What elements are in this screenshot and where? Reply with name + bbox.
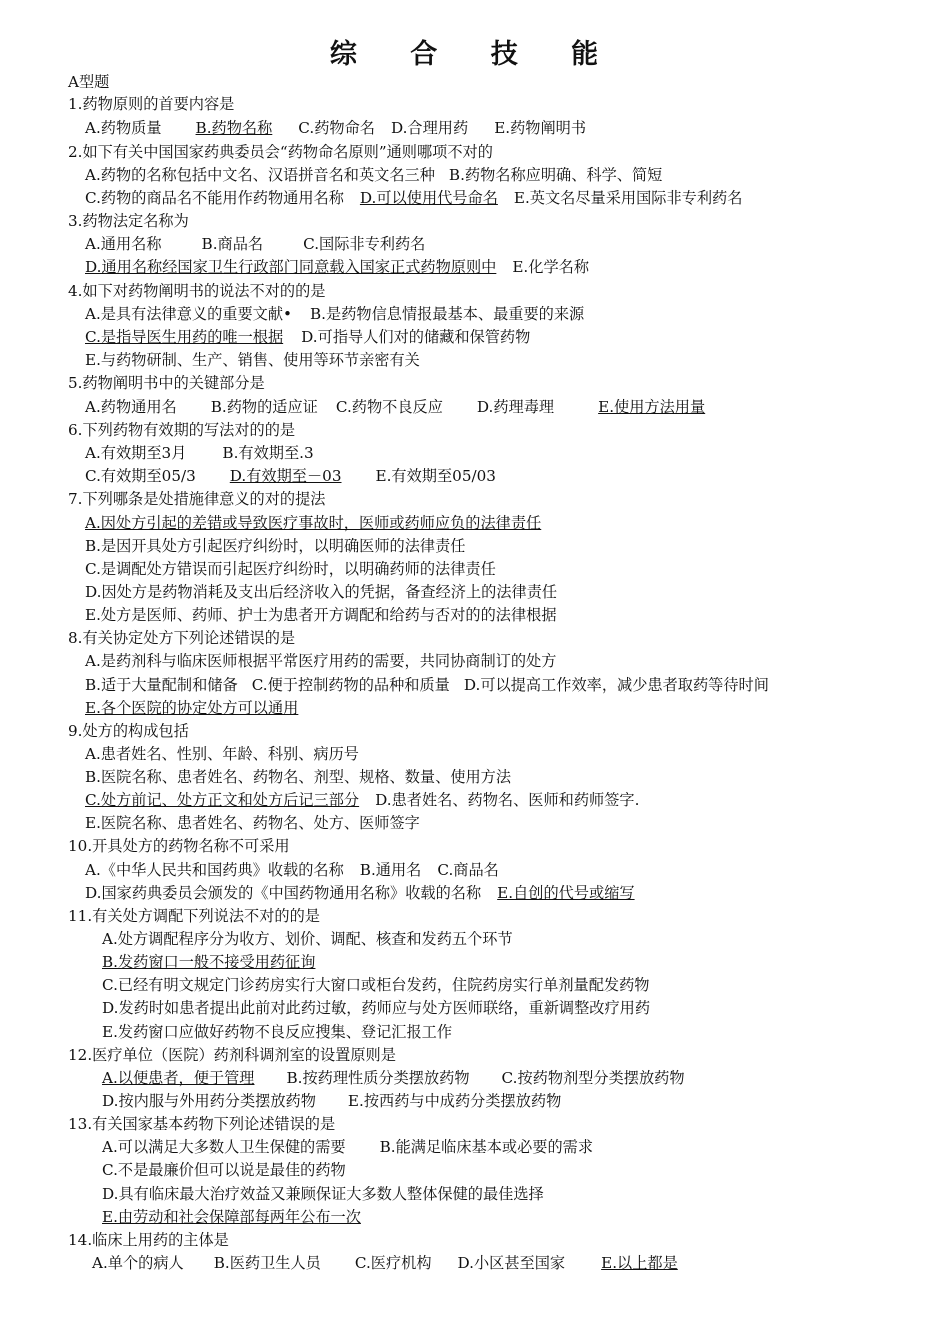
answer-option-underlined: E.以上都是 xyxy=(601,1254,678,1272)
answer-option: B.药物的适应证 xyxy=(210,398,318,416)
answer-option-underlined: E.各个医院的协定处方可以通用 xyxy=(85,699,299,717)
question-text: 1.药物原则的首要内容是 xyxy=(68,95,235,113)
answer-option: A.是药剂科与临床医师根据平常医疗用药的需要，共同协商制订的处方 xyxy=(85,652,557,670)
answer-option: C.不是最廉价但可以说是最佳的药物 xyxy=(102,1161,346,1179)
answer-option: B.医院名称、患者姓名、药物名、剂型、规格、数量、使用方法 xyxy=(85,768,512,786)
answer-option: A.《中华人民共和国药典》收载的名称 xyxy=(85,861,344,879)
option-line xyxy=(85,513,541,533)
answer-option-underlined: D.可以使用代号命名 xyxy=(359,189,498,207)
option-line xyxy=(102,975,649,995)
question-text: 8.有关协定处方下列论述错误的是 xyxy=(68,629,296,647)
answer-option: B.是药物信息情报最基本、最重要的来源 xyxy=(310,305,585,323)
answer-option: D.小区甚至国家 xyxy=(457,1254,566,1272)
answer-option: C.按药物剂型分类摆放药物 xyxy=(501,1069,685,1087)
question-text: 5.药物阐明书中的关键部分是 xyxy=(68,374,265,392)
option-line xyxy=(85,257,589,277)
option-line xyxy=(85,651,556,671)
answer-option: A.是具有法律意义的重要文献• xyxy=(85,305,293,323)
answer-option: D.可以提高工作效率，减少患者取药等待时间 xyxy=(463,676,769,694)
answer-option: D.药理毒理 xyxy=(476,398,555,416)
option-line xyxy=(85,466,496,486)
answer-option: D.按内服与外用药分类摆放药物 xyxy=(102,1092,316,1110)
answer-option: C.医疗机构 xyxy=(354,1254,432,1272)
question-text: 2.如下有关中国国家药典委员会“药物命名原则”通则哪项不对的 xyxy=(68,143,493,161)
answer-option: D.患者姓名、药物名、医师和药师签字. xyxy=(375,791,640,809)
option-line xyxy=(85,582,557,602)
option-line xyxy=(85,698,298,718)
answer-option: E.按西药与中成药分类摆放药物 xyxy=(347,1092,562,1110)
answer-option: A.药物质量 xyxy=(85,119,162,137)
question-stem xyxy=(68,906,320,926)
answer-option-underlined: B.发药窗口一般不接受用药征询 xyxy=(102,953,316,971)
answer-option: B.药物名称应明确、科学、简短 xyxy=(448,166,663,184)
option-line xyxy=(102,929,513,949)
answer-option-underlined: A.因处方引起的差错或导致医疗事故时，医师或药师应负的法律责任 xyxy=(85,514,542,532)
answer-option: E.医院名称、患者姓名、药物名、处方、医师签字 xyxy=(85,814,420,832)
option-line xyxy=(102,1207,361,1227)
question-stem xyxy=(68,1114,335,1134)
question-text: 13.有关国家基本药物下列论述错误的是 xyxy=(68,1115,336,1133)
option-line xyxy=(85,443,314,463)
option-line xyxy=(85,188,742,208)
question-stem xyxy=(68,836,290,856)
answer-option: C.国际非专利药名 xyxy=(303,235,426,253)
answer-option: B.医药卫生人员 xyxy=(213,1254,321,1272)
answer-option: A.可以满足大多数人卫生保健的需要 xyxy=(102,1138,346,1156)
answer-option: D.因处方是药物消耗及支出后经济收入的凭据，备查经济上的法律责任 xyxy=(85,583,558,601)
question-text: 14.临床上用药的主体是 xyxy=(68,1231,229,1249)
section-heading: A型题 xyxy=(68,73,110,91)
answer-option: E.药物阐明书 xyxy=(494,119,587,137)
answer-option: A.处方调配程序分为收方、划价、调配、核查和发药五个环节 xyxy=(102,930,513,948)
option-line xyxy=(85,350,420,370)
question-text: 3.药物法定名称为 xyxy=(68,212,189,230)
option-line xyxy=(85,605,557,625)
answer-option-underlined: E.由劳动和社会保障部每两年公布一次 xyxy=(102,1208,361,1226)
answer-option: A.单个的病人 xyxy=(92,1254,184,1272)
option-line xyxy=(85,536,466,556)
answer-option: D.合理用药 xyxy=(390,119,469,137)
question-stem xyxy=(68,211,189,231)
question-stem xyxy=(68,420,295,440)
question-stem xyxy=(68,721,189,741)
answer-option: A.患者姓名、性别、年龄、科别、病历号 xyxy=(85,745,359,763)
answer-option: B.商品名 xyxy=(201,235,264,253)
answer-option: C.商品名 xyxy=(437,861,499,879)
option-line xyxy=(85,813,420,833)
answer-option: D.具有临床最大治疗效益又兼顾保证大多数人整体保健的最佳选择 xyxy=(102,1185,544,1203)
answer-option-underlined: D.有效期至－03 xyxy=(229,467,342,485)
option-line xyxy=(85,559,496,579)
answer-option: E.化学名称 xyxy=(512,258,590,276)
answer-option: A.药物的名称包括中文名、汉语拼音名和英文名三种 xyxy=(85,166,435,184)
answer-option: C.已经有明文规定门诊药房实行大窗口或柜台发药，住院药房实行单剂量配发药物 xyxy=(102,976,650,994)
option-line xyxy=(102,952,315,972)
answer-option: E.发药窗口应做好药物不良反应搜集、登记汇报工作 xyxy=(102,1023,453,1041)
answer-option: C.药物不良反应 xyxy=(335,398,443,416)
option-line xyxy=(102,1091,561,1111)
answer-option: C.药物的商品名不能用作药物通用名称 xyxy=(85,189,344,207)
question-stem xyxy=(68,1230,229,1250)
option-line xyxy=(85,860,499,880)
option-line xyxy=(85,327,530,347)
option-line xyxy=(85,883,635,903)
page-title: 综 合 技 能 xyxy=(329,39,621,70)
answer-option: D.国家药典委员会颁发的《中国药物通用名称》收载的名称 xyxy=(85,884,482,902)
answer-option: E.有效期至05/03 xyxy=(375,467,496,485)
option-line xyxy=(102,1022,452,1042)
question-text: 6.下列药物有效期的写法对的的是 xyxy=(68,421,296,439)
option-line xyxy=(85,675,769,695)
question-stem xyxy=(68,1045,396,1065)
option-line xyxy=(85,744,359,764)
answer-option: B.是因开具处方引起医疗纠纷时，以明确医师的法律责任 xyxy=(85,537,466,555)
option-line xyxy=(85,767,511,787)
option-line xyxy=(85,397,705,417)
option-line xyxy=(102,998,650,1018)
answer-option-underlined: A.以便患者，便于管理 xyxy=(102,1069,255,1087)
option-line xyxy=(102,1137,593,1157)
question-stem xyxy=(68,94,234,114)
question-text: 10.开具处方的药物名称不可采用 xyxy=(68,837,290,855)
answer-option-underlined: C.是指导医生用药的唯一根据 xyxy=(85,328,284,346)
answer-option-underlined: D.通用名称经国家卫生行政部门同意载入国家正式药物原则中 xyxy=(85,258,497,276)
option-line xyxy=(85,165,662,185)
answer-option-underlined: E.使用方法用量 xyxy=(598,398,706,416)
answer-option: B.通用名 xyxy=(359,861,422,879)
answer-option: D.发药时如患者提出此前对此药过敏，药师应与处方医师联络，重新调整改疗用药 xyxy=(102,999,651,1017)
answer-option: D.可指导人们对的储藏和保管药物 xyxy=(301,328,531,346)
answer-option: C.是调配处方错误而引起医疗纠纷时，以明确药师的法律责任 xyxy=(85,560,496,578)
answer-option: E.与药物研制、生产、销售、使用等环节亲密有关 xyxy=(85,351,420,369)
question-text: 12.医疗单位（医院）药剂科调剂室的设置原则是 xyxy=(68,1046,396,1064)
answer-option: B.按药理性质分类摆放药物 xyxy=(286,1069,470,1087)
answer-option: E.英文名尽量采用国际非专利药名 xyxy=(513,189,743,207)
option-line xyxy=(102,1184,544,1204)
answer-option: B.有效期至.3 xyxy=(222,444,314,462)
option-line xyxy=(85,304,584,324)
answer-option: C.有效期至05/3 xyxy=(85,467,196,485)
question-text: 11.有关处方调配下列说法不对的的是 xyxy=(68,907,320,925)
answer-option: A.有效期至3月 xyxy=(85,444,187,462)
answer-option-underlined: C.处方前记、处方正文和处方后记三部分 xyxy=(85,791,360,809)
answer-option: E.处方是医师、药师、护士为患者开方调配和给药与否对的的法律根据 xyxy=(85,606,557,624)
answer-option-underlined: B.药物名称 xyxy=(195,119,273,137)
question-text: 7.下列哪条是处措施律意义的对的提法 xyxy=(68,490,326,508)
option-line xyxy=(85,118,586,138)
answer-option: A.药物通用名 xyxy=(85,398,177,416)
answer-option: A.通用名称 xyxy=(85,235,162,253)
question-text: 9.处方的构成包括 xyxy=(68,722,189,740)
option-line xyxy=(92,1253,678,1273)
question-stem xyxy=(68,489,326,509)
question-stem xyxy=(68,628,295,648)
answer-option-underlined: E.自创的代号或缩写 xyxy=(497,884,635,902)
option-line xyxy=(85,790,639,810)
answer-option: C.便于控制药物的品种和质量 xyxy=(251,676,450,694)
question-stem xyxy=(68,373,265,393)
question-text: 4.如下对药物阐明书的说法不对的的是 xyxy=(68,282,326,300)
option-line xyxy=(102,1068,685,1088)
answer-option: B.能满足临床基本或必要的需求 xyxy=(379,1138,594,1156)
answer-option: C.药物命名 xyxy=(298,119,375,137)
question-stem xyxy=(68,281,326,301)
question-stem xyxy=(68,142,493,162)
option-line xyxy=(85,234,425,254)
option-line xyxy=(102,1160,346,1180)
answer-option: B.适于大量配制和储备 xyxy=(85,676,238,694)
